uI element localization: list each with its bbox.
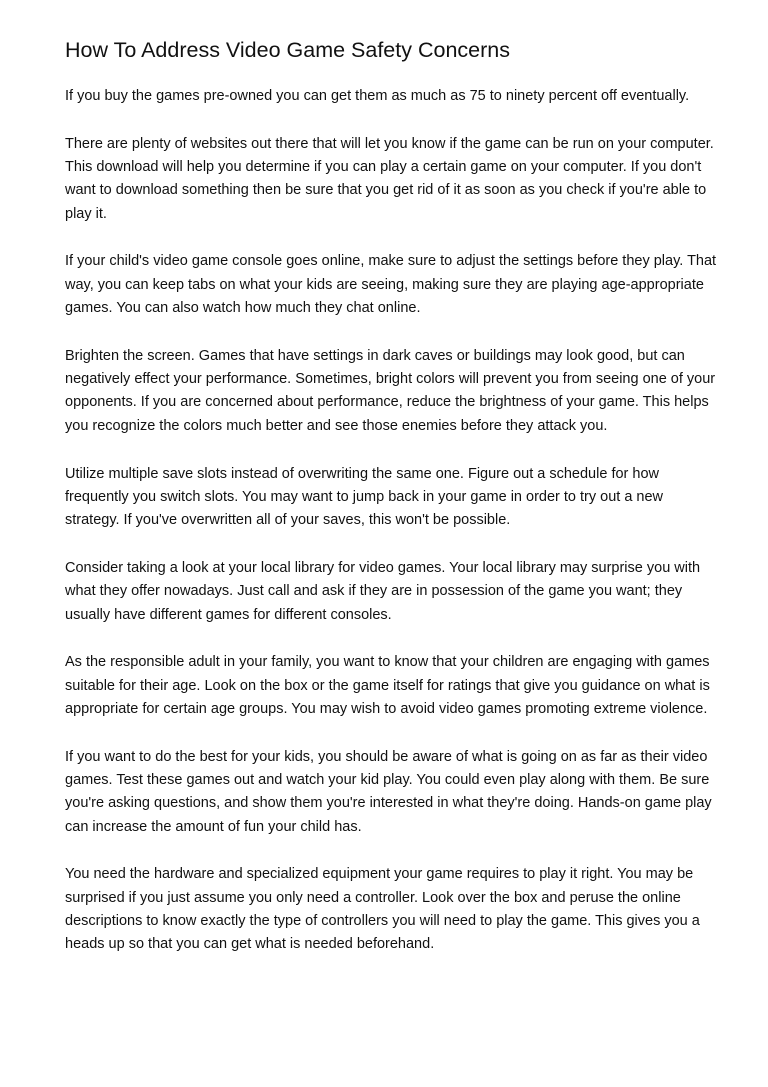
page-title: How To Address Video Game Safety Concerns: [65, 38, 510, 62]
paragraph-2: There are plenty of websites out there that will let you know if the game can be run on your computer. This download will help you determine if you can play a certain game on your computer. If you don't want to download something then be sure that you get rid of it as soon as you check if you're able to play it.: [65, 135, 714, 222]
paragraph-8: If you want to do the best for your kids, you should be aware of what is going on as far as their video games. Test these games out and watch your kid play. You could even play along with them. Be sure you're asking questions, and show them you're interested in what they're doing. Hands-on game play can increase the amount of fun your child has.: [65, 748, 712, 835]
paragraph-6: Consider taking a look at your local library for video games. Your local library may surprise you with what they offer nowadays. Just call and ask if they are in possession of the game you want; they usually have different games for different consoles.: [65, 559, 701, 623]
paragraph-4: Brighten the screen. Games that have settings in dark caves or buildings may look good, but can negatively effect your performance. Sometimes, bright colors will prevent you from seeing one of your opponents. If you are concerned about performance, reduce the brightness of your game. This helps you recognize the colors much better and see those enemies before they attack you.: [65, 347, 716, 434]
paragraph-1: If you buy the games pre-owned you can get them as much as 75 to ninety percent off eventually.: [65, 88, 690, 104]
paragraph-7: As the responsible adult in your family, you want to know that your children are engaging with games suitable for their age. Look on the box or the game itself for ratings that give you guidance on what is appropriate for certain age groups. You may wish to avoid video games promoting extreme violence.: [65, 654, 710, 717]
paragraph-3: If your child's video game console goes online, make sure to adjust the settings before they play. That way, you can keep tabs on what your kids are seeing, making sure they are playing age-appropriate games. You can also watch how much they chat online.: [65, 253, 717, 317]
paragraph-5: Utilize multiple save slots instead of overwriting the same one. Figure out a schedule for how frequently you switch slots. You may want to jump back in your game in order to try out a new strategy. If you've overwritten all of your saves, this won't be possible.: [65, 465, 664, 529]
paragraph-9: You need the hardware and specialized equipment your game requires to play it right. You may be surprised if you just assume you only need a controller. Look over the box and peruse the online descriptions to know exactly the type of controllers you will need to play the game. This gives you a heads up so that you can get what is needed beforehand.: [65, 866, 700, 953]
